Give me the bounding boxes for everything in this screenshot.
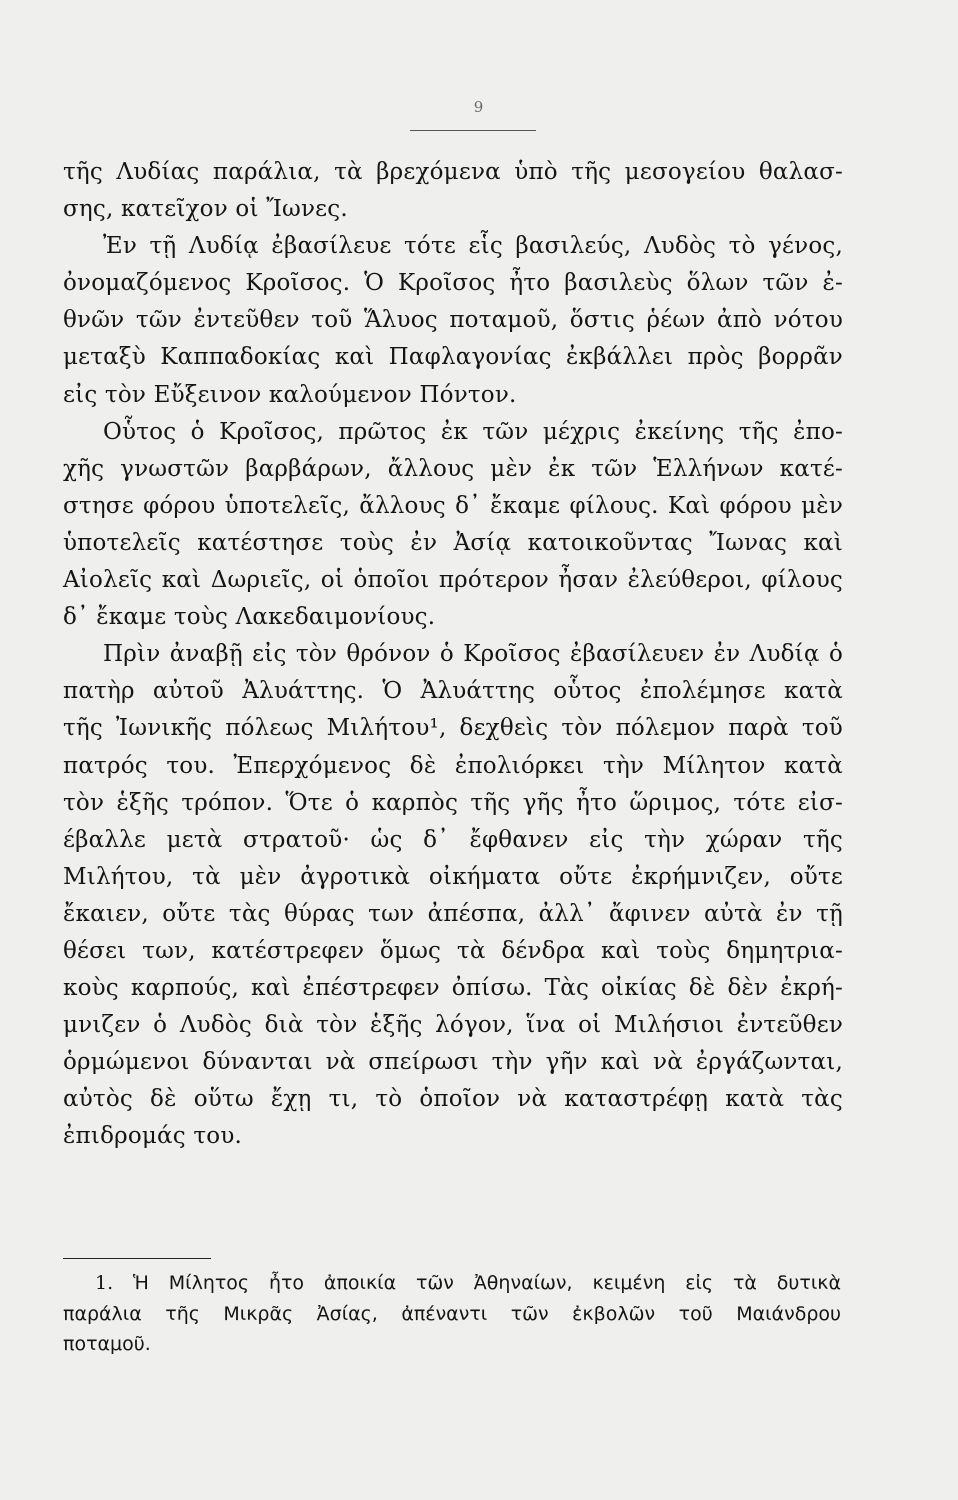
- text-line: δ᾽ ἔκαμε τοὺς Λακεδαιμονίους.: [63, 604, 436, 631]
- text-line: Μιλήτου, τὰ μὲν ἀγροτικὰ οἰκήματα οὔτε ἐκρήμνιζεν, οὔτε: [63, 863, 843, 890]
- text-line: μεταξὺ Καππαδοκίας καὶ Παφλαγονίας ἐκβάλλει πρὸς βορρᾶν: [63, 344, 843, 371]
- text-line: τῆς Λυδίας παράλια, τὰ βρεχόμενα ὑπὸ τῆς μεσογείου θαλασ-: [63, 159, 843, 185]
- text-line: τὸν ἑξῆς τρόπον. Ὅτε ὁ καρπὸς τῆς γῆς ἦτο ὥριμος, τότε εἰσ-: [63, 789, 843, 816]
- footnote-marker: 1.: [95, 1272, 114, 1294]
- text-line: χῆς γνωστῶν βαρβάρων, ἄλλους μὲν ἐκ τῶν Ἑλλήνων κατέ-: [63, 455, 843, 482]
- footnote-text: Ἡ Μίλητος ἦτο ἀποικία τῶν Ἀθηναίων, κειμένη εἰς τὰ δυτικὰ: [133, 1272, 841, 1294]
- text-line: Οὗτος ὁ Κροῖσος, πρῶτος ἐκ τῶν μέχρις ἐκείνης τῆς ἐπο-: [103, 418, 843, 445]
- text-line: ἔκαιεν, οὔτε τὰς θύρας των ἀπέσπα, ἀλλ᾽ ἄφινεν αὐτὰ ἐν τῇ: [63, 900, 843, 927]
- text-line: εἰς τὸν Εὔξεινον καλούμενον Πόντον.: [63, 381, 517, 408]
- text-line: σης, κατεῖχον οἱ Ἴωνες.: [63, 196, 348, 223]
- text-line: πατὴρ αὐτοῦ Ἀλυάττης. Ὁ Ἀλυάττης οὗτος ἐπολέμησε κατὰ: [63, 678, 843, 705]
- text-line: θέσει των, κατέστρεφεν ὅμως τὰ δένδρα καὶ τοὺς δημητρια-: [63, 937, 843, 964]
- header-rule: [410, 130, 536, 131]
- text-line: ἐπιδρομάς του.: [63, 1123, 243, 1150]
- footnote-line: παράλια τῆς Μικρᾶς Ἀσίας, ἀπέναντι τῶν ἐκβολῶν τοῦ Μαιάνδρου: [63, 1302, 841, 1325]
- footnote-line: [63, 1268, 841, 1299]
- text-line: αὐτὸς δὲ οὕτω ἔχῃ τι, τὸ ὁποῖον νὰ καταστρέφῃ κατὰ τὰς: [63, 1086, 843, 1113]
- text-line: ὑποτελεῖς κατέστησε τοὺς ἐν Ἀσίᾳ κατοικοῦντας Ἴωνας καὶ: [63, 529, 843, 556]
- text-line: ὀνομαζόμενος Κροῖσος. Ὁ Κροῖσος ἦτο βασιλεὺς ὅλων τῶν ἐ-: [63, 270, 843, 297]
- footnote-rule: [63, 1258, 211, 1259]
- footnote: [63, 1268, 841, 1360]
- text-line: ὁρμώμενοι δύνανται νὰ σπείρωσι τὴν γῆν καὶ νὰ ἐργάζωνται,: [63, 1049, 843, 1076]
- text-line: έβαλλε μετὰ στρατοῦ· ὡς δ᾽ ἔφθανεν εἰς τὴν χώραν τῆς: [63, 826, 843, 853]
- text-line: στησε φόρου ὑποτελεῖς, ἄλλους δ᾽ ἔκαμε φίλους. Καὶ φόρου μὲν: [63, 492, 843, 519]
- footnote-line: ποταμοῦ.: [63, 1333, 151, 1355]
- text-line: μνιζεν ὁ Λυδὸς διὰ τὸν ἑξῆς λόγον, ἵνα οἱ Μιλήσιοι ἐντεῦθεν: [63, 1012, 843, 1039]
- body-text: [63, 154, 843, 1156]
- text-line: πατρός του. Ἐπερχόμενος δὲ ἐπολιόρκει τὴν Μίλητον κατὰ: [63, 752, 843, 779]
- text-line: Ἐν τῇ Λυδίᾳ ἐβασίλευε τότε εἷς βασιλεύς, Λυδὸς τὸ γένος,: [103, 233, 843, 260]
- text-line: θνῶν τῶν ἐντεῦθεν τοῦ Ἅλυος ποταμοῦ, ὅστις ῥέων ἀπὸ νότου: [63, 307, 843, 334]
- text-line: τῆς Ἰωνικῆς πόλεως Μιλήτου¹, δεχθεὶς τὸν πόλεμον παρὰ τοῦ: [63, 715, 843, 742]
- text-line: Αἰολεῖς καὶ Δωριεῖς, οἱ ὁποῖοι πρότερον ἦσαν ἐλεύθεροι, φίλους: [63, 567, 843, 594]
- text-line: κοὺς καρπούς, καὶ ἐπέστρεφεν ὀπίσω. Τὰς οἰκίας δὲ δὲν ἐκρή-: [63, 975, 843, 1002]
- text-line: Πρὶν ἀναβῇ εἰς τὸν θρόνον ὁ Κροῖσος ἐβασίλευεν ἐν Λυδίᾳ ὁ: [103, 641, 843, 668]
- page-number: 9: [473, 98, 485, 116]
